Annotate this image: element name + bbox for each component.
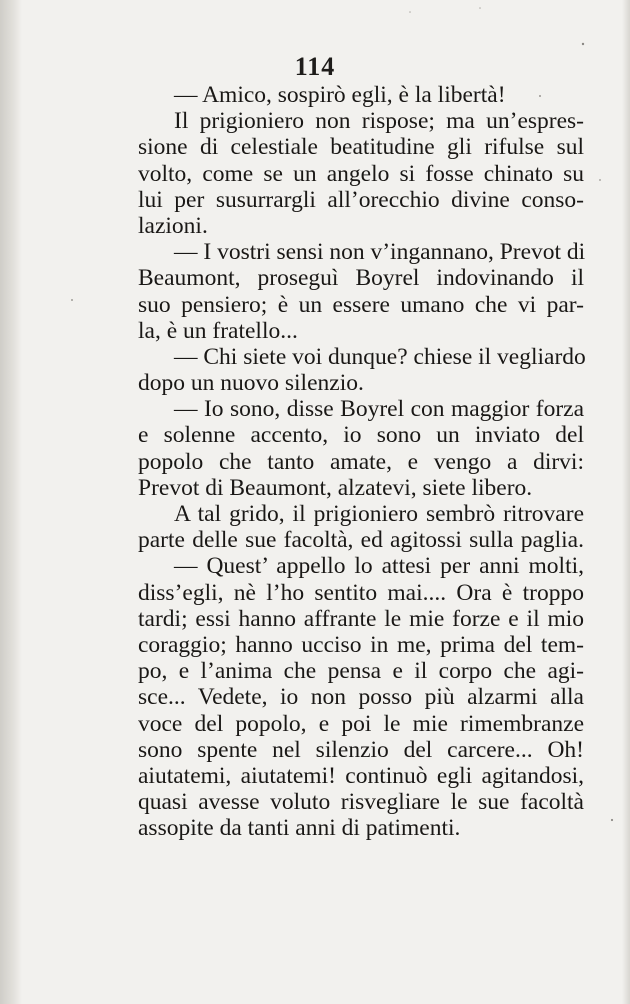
text-line: sione di celestiale beatitudine gli rifulse sul — [138, 134, 584, 161]
body-text — [138, 82, 584, 841]
text-line: volto, come se un angelo si fosse chinato su — [138, 160, 584, 187]
page-edge-shadow — [622, 0, 630, 1004]
text-line: lui per susurrargli all’orecchio divine conso- — [138, 186, 584, 213]
page-spine-shadow — [0, 0, 22, 1004]
text-line: A tal grido, il prigioniero sembrò ritrovare — [174, 501, 584, 527]
text-line: sono spente nel silenzio del carcere... Oh! — [138, 736, 584, 763]
text-line: Il prigioniero non rispose; ma un’espres- — [174, 108, 584, 135]
text-line: — Quest’ appello lo attesi per anni molti, — [174, 553, 584, 580]
text-line: e solenne accento, io sono un inviato del — [138, 422, 584, 449]
text-line: la, è un fratello... — [138, 317, 298, 344]
page-number: 114 — [294, 52, 336, 81]
text-line: aiutatemi, aiutatemi! continuò egli agitandosi, — [138, 762, 584, 789]
text-line: popolo che tanto amate, e vengo a dirvi: — [138, 448, 584, 475]
text-line: — Amico, sospirò egli, è la libertà! — [174, 82, 506, 108]
text-line: sce... Vedete, io non posso più alzarmi alla — [138, 684, 584, 711]
text-line: po, e l’anima che pensa e il corpo che agi- — [138, 658, 584, 685]
text-line: assopite da tanti anni di patimenti. — [138, 815, 461, 842]
text-line: Beaumont, proseguì Boyrel indovinando il — [138, 265, 584, 292]
text-line: lazioni. — [138, 212, 208, 239]
text-line: dopo un nuovo silenzio. — [138, 370, 364, 397]
text-line: — Io sono, disse Boyrel con maggior forza — [174, 396, 584, 423]
text-line: parte delle sue facoltà, ed agitossi sulla paglia. — [138, 527, 584, 554]
text-line: tardi; essi hanno affrante le mie forze e il mio — [138, 605, 584, 632]
text-line: — I vostri sensi non v’ingannano, Prevot di — [174, 239, 586, 266]
text-line: — Chi siete voi dunque? chiese il vegliardo — [174, 343, 586, 370]
text-line: voce del popolo, e poi le mie rimembranze — [138, 710, 584, 737]
text-line: quasi avesse voluto risvegliare le sue facoltà — [138, 789, 584, 816]
text-line: diss’egli, nè l’ho sentito mai.... Ora è troppo — [138, 579, 584, 606]
text-line: coraggio; hanno ucciso in me, prima del tem- — [138, 631, 584, 658]
text-line: suo pensiero; è un essere umano che vi par- — [138, 291, 584, 318]
text-line: Prevot di Beaumont, alzatevi, siete libero. — [138, 474, 533, 501]
